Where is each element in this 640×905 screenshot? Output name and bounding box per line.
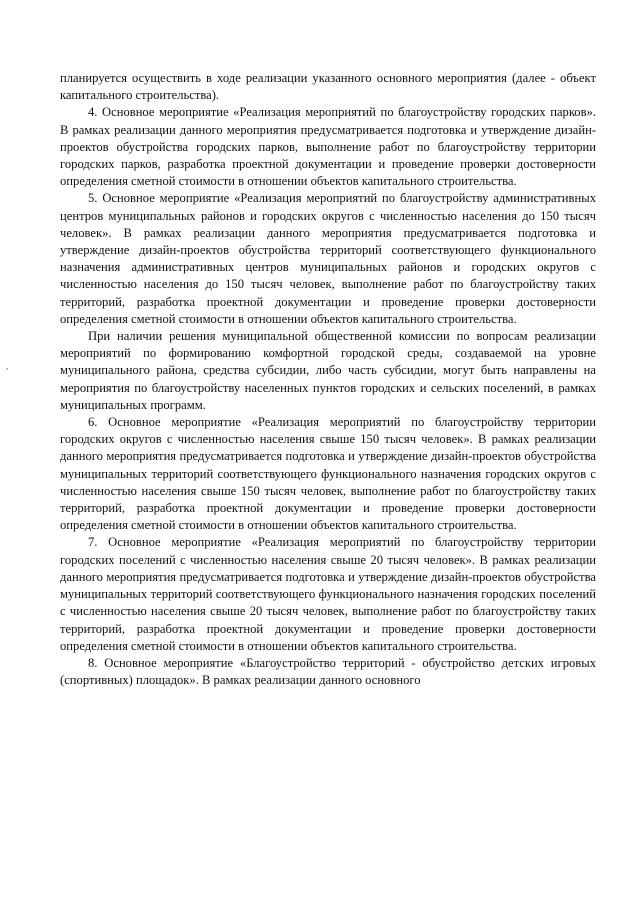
paragraph-item-5: 5. Основное мероприятие «Реализация мероприятий по благоустройству административных центров муниципальных районов и городских округов с численностью населения до 150 тысяч человек». В рамках реализации данного мероприятия предусматривается подготовка и утверждение дизайн-проектов обустройства территорий соответствующего функционального назначения административных центров муниципальных районов и городских округов с численностью населения до 150 тысяч человек, выполнение работ по благоустройству таких территорий, разработка проектной документации и проведение проверки достоверности определения сметной стоимости в отношении объектов капитального строительства. — [60, 191, 596, 326]
paragraph-item-4: 4. Основное мероприятие «Реализация мероприятий по благоустройству городских парков». В рамках реализации данного мероприятия предусматривается подготовка и утверждение дизайн-проектов обустройства городских парков, выполнение работ по благоустройству территории городских парков, разработка проектной документации и проведение проверки достоверности определения сметной стоимости в отношении объектов капитального строительства. — [60, 105, 596, 189]
paragraph-item-7: 7. Основное мероприятие «Реализация мероприятий по благоустройству территории городских поселений с численностью населения свыше 20 тысяч человек». В рамках реализации данного мероприятия предусматривается подготовка и утверждение дизайн-проектов обустройства муниципальных территорий соответствующего функционального назначения городских поселений с численностью населения свыше 20 тысяч человек, выполнение работ по благоустройству таких территорий, разработка проектной документации и проведение проверки достоверности определения сметной стоимости в отношении объектов капитального строительства. — [60, 535, 596, 653]
scan-speck — [6, 368, 8, 370]
document-page — [60, 70, 596, 689]
paragraph-continuation: планируется осуществить в ходе реализации указанного основного мероприятия (далее - объект капитального строительства). — [60, 71, 596, 103]
paragraph-commission-note: При наличии решения муниципальной общественной комиссии по вопросам реализации мероприятий по формированию комфортной городской среды, создаваемой на уровне муниципального района, средства субсидии, либо часть субсидии, могут быть направлены на мероприятия по благоустройству населенных пунктов городских и сельских поселений, в рамках муниципальных программ. — [60, 329, 596, 412]
paragraph-item-8: 8. Основное мероприятие «Благоустройство территорий - обустройство детских игровых (спортивных) площадок». В рамках реализации данного основного — [60, 655, 596, 688]
paragraph-item-6: 6. Основное мероприятие «Реализация мероприятий по благоустройству территории городских округов с численностью населения свыше 150 тысяч человек». В рамках реализации данного мероприятия предусматривается подготовка и утверждение дизайн-проектов обустройства муниципальных территорий соответствующего функционального назначения городских округов с численностью населения свыше 150 тысяч человек, выполнение работ по благоустройству таких территорий, разработка проектной документации и проведение проверки достоверности определения сметной стоимости в отношении объектов капитального строительства. — [60, 415, 596, 533]
